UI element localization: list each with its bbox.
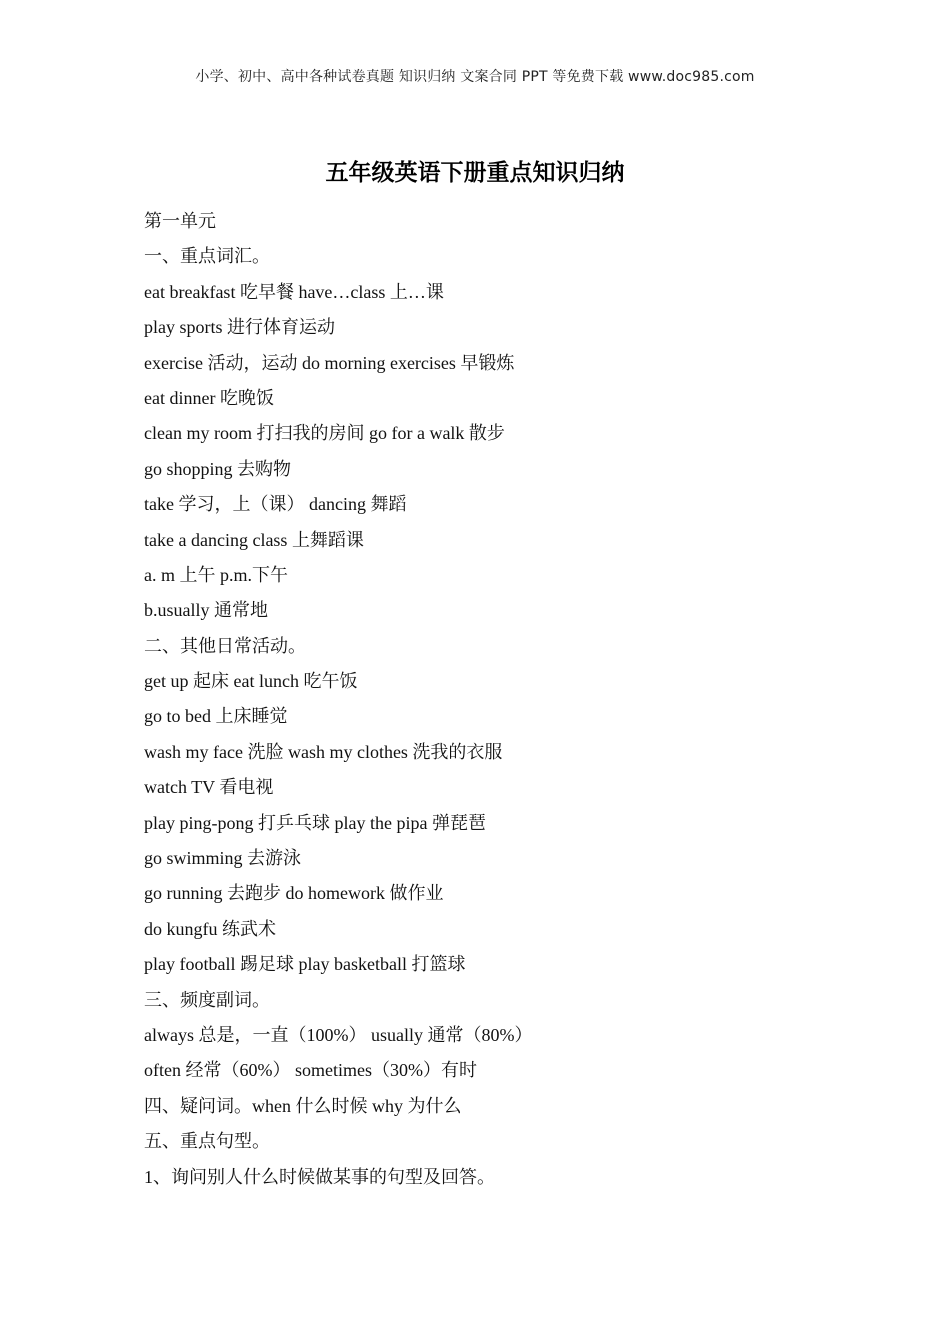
vocab-line: eat breakfast 吃早餐 have…class 上…课 (144, 281, 444, 302)
vocab-line: go running 去跑步 do homework 做作业 (144, 883, 444, 904)
vocab-line: often 经常（60%） sometimes（30%）有时 (144, 1060, 477, 1081)
section-heading-question-words: 四、疑问词。when 什么时候 why 为什么 (144, 1095, 462, 1116)
section-heading-daily-activities: 二、其他日常活动。 (144, 635, 306, 656)
page-header-banner: 小学、初中、高中各种试卷真题 知识归纳 文案合同 PPT 等免费下载 www.doc985.com (195, 69, 755, 85)
vocab-line: play football 踢足球 play basketball 打篮球 (144, 954, 466, 975)
vocab-line: exercise 活动，运动 do morning exercises 早锻炼 (144, 352, 515, 373)
vocab-line: take 学习，上（课） dancing 舞蹈 (144, 494, 407, 515)
section-heading-frequency-adverbs: 三、频度副词。 (144, 989, 270, 1010)
vocab-line: go to bed 上床睡觉 (144, 706, 288, 727)
vocab-line: play sports 进行体育运动 (144, 317, 335, 338)
vocab-line: b.usually 通常地 (144, 600, 268, 621)
vocab-line: do kungfu 练武术 (144, 918, 276, 939)
vocab-line: eat dinner 吃晚饭 (144, 387, 274, 408)
vocab-line: play ping-pong 打乒乓球 play the pipa 弹琵琶 (144, 812, 486, 833)
vocab-line: go swimming 去游泳 (144, 848, 302, 869)
section-heading-unit-1: 第一单元 (144, 211, 216, 231)
vocab-line: always 总是，一直（100%） usually 通常（80%） (144, 1024, 533, 1045)
section-heading-key-vocabulary: 一、重点词汇。 (144, 246, 270, 267)
vocab-line: a. m 上午 p.m.下午 (144, 564, 288, 585)
vocab-line: get up 起床 eat lunch 吃午饭 (144, 671, 358, 692)
document-title: 五年级英语下册重点知识归纳 (325, 160, 625, 186)
section-heading-key-sentences: 五、重点句型。 (144, 1131, 270, 1152)
sentence-pattern-item: 1、询问别人什么时候做某事的句型及回答。 (144, 1166, 495, 1187)
vocab-line: watch TV 看电视 (144, 777, 274, 798)
vocab-line: wash my face 洗脸 wash my clothes 洗我的衣服 (144, 741, 503, 762)
vocab-line: go shopping 去购物 (144, 458, 292, 479)
document-body (144, 204, 864, 1195)
vocab-line: clean my room 打扫我的房间 go for a walk 散步 (144, 423, 505, 444)
vocab-line: take a dancing class 上舞蹈课 (144, 529, 364, 550)
